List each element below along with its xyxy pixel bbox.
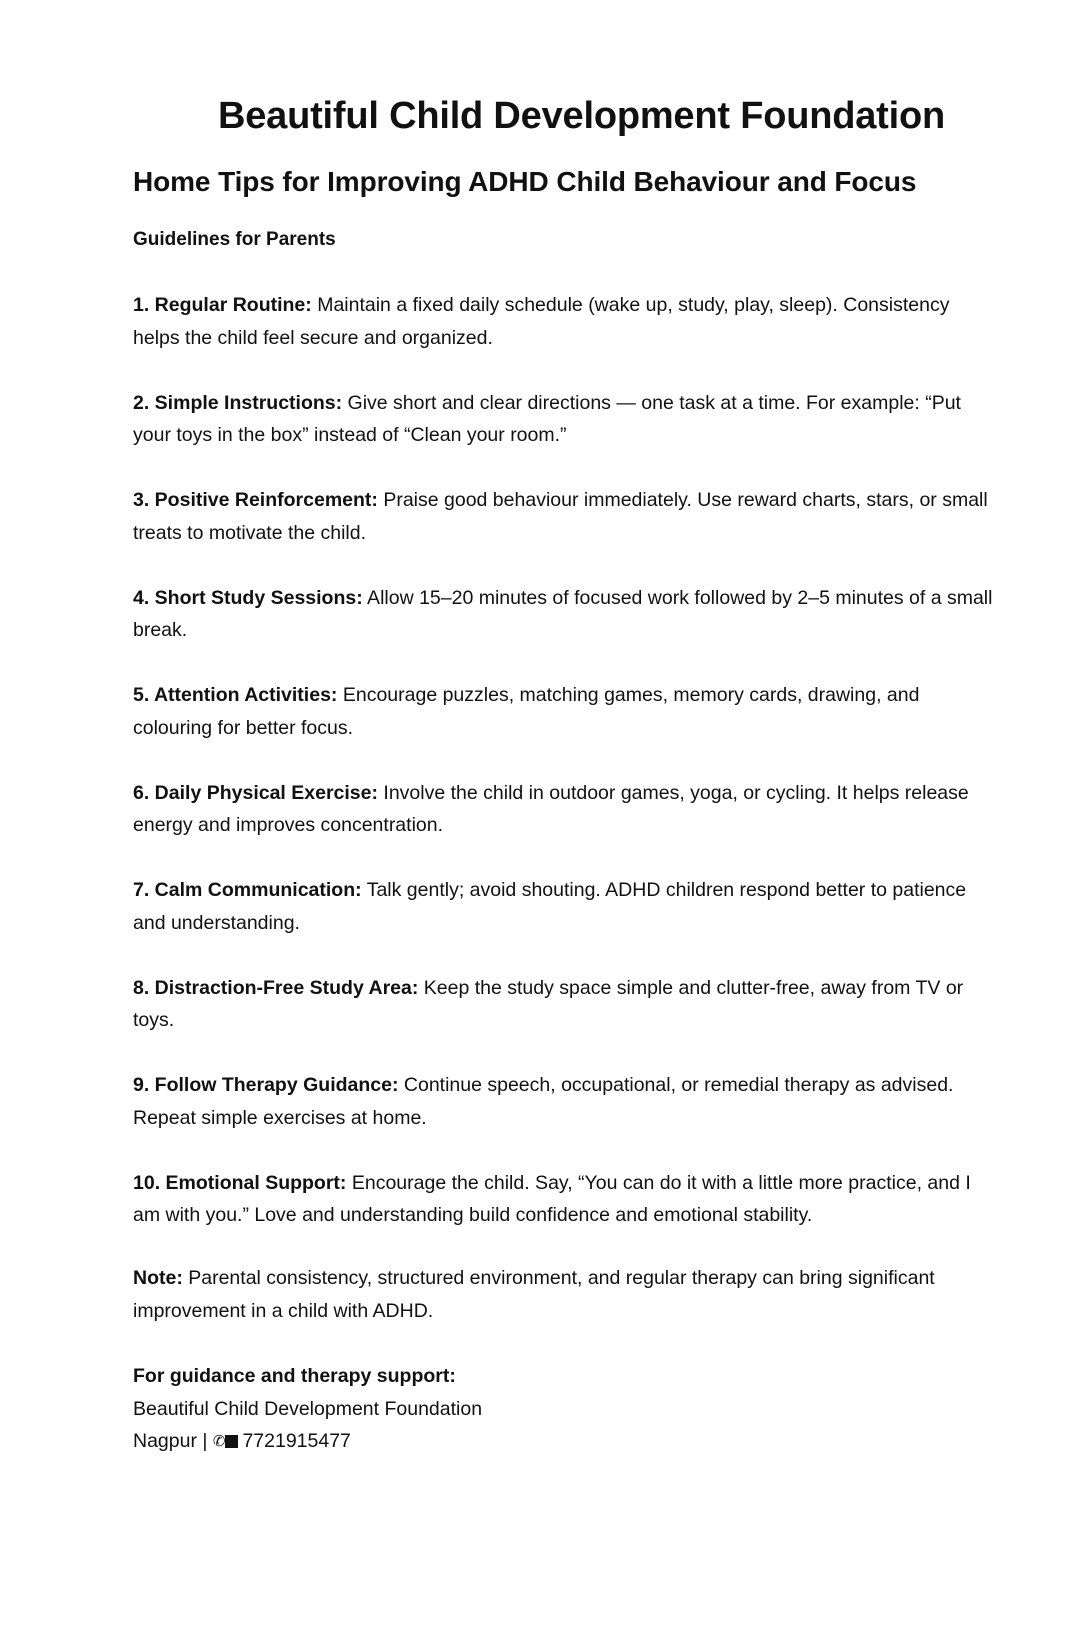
- note-paragraph: [133, 1262, 1043, 1327]
- item-text: treats to motivate the child.: [133, 521, 367, 544]
- item-text: your toys in the box” instead of “Clean your room.”: [133, 424, 567, 446]
- note-text: improvement in a child with ADHD.: [133, 1299, 434, 1322]
- item-line: [133, 1167, 1043, 1200]
- item-line: [133, 874, 1043, 907]
- section-heading: Guidelines for Parents: [133, 229, 336, 250]
- phone-icon: ✆: [212, 1433, 226, 1450]
- item-label: 7. Calm Communication:: [133, 879, 362, 901]
- item-text: Repeat simple exercises at home.: [133, 1106, 427, 1129]
- guideline-item: [133, 972, 1043, 1037]
- page-title: Beautiful Child Development Foundation: [217, 95, 946, 137]
- item-label: 6. Daily Physical Exercise:: [133, 781, 378, 804]
- item-text: energy and improves concentration.: [133, 814, 444, 836]
- item-text: toys.: [133, 1009, 175, 1031]
- item-text: am with you.” Love and understanding build confidence and emotional stability.: [133, 1204, 813, 1226]
- guidelines-list: [133, 289, 1043, 1264]
- item-text: and understanding.: [133, 911, 300, 934]
- item-label: 10. Emotional Support:: [133, 1171, 347, 1194]
- item-label: 4. Short Study Sessions:: [133, 586, 363, 609]
- item-text: Continue speech, occupational, or remedial therapy as advised.: [398, 1074, 954, 1096]
- item-line: [133, 972, 1043, 1005]
- item-label: 8. Distraction-Free Study Area:: [133, 976, 419, 999]
- item-text: Talk gently; avoid shouting. ADHD children respond better to patience: [361, 879, 967, 901]
- item-line: [133, 289, 1043, 322]
- item-line: [133, 484, 1043, 517]
- guideline-item: [133, 679, 1043, 744]
- guideline-item: [133, 484, 1043, 549]
- item-text: Involve the child in outdoor games, yoga, or cycling. It helps release: [378, 781, 969, 804]
- item-text: Give short and clear directions — one task at a time. For example: “Put: [342, 391, 961, 414]
- item-text: break.: [133, 619, 188, 641]
- contact-line: [133, 1425, 482, 1459]
- guideline-item: [133, 582, 1043, 647]
- item-label: 3. Positive Reinforcement:: [133, 489, 378, 511]
- item-line: [133, 1069, 1043, 1102]
- item-text: Praise good behaviour immediately. Use reward charts, stars, or small: [377, 489, 988, 511]
- item-text: Maintain a fixed daily schedule (wake up, study, play, sleep). Consistency: [311, 294, 950, 316]
- contact-org: Beautiful Child Development Foundation: [133, 1397, 483, 1420]
- note-text: Parental consistency, structured environment, and regular therapy can bring significant: [182, 1267, 935, 1289]
- note-line: [133, 1262, 1043, 1295]
- contact-phone[interactable]: 7721915477: [242, 1430, 351, 1452]
- item-line: [133, 387, 1043, 420]
- guideline-item: [133, 387, 1043, 452]
- guideline-item: [133, 1069, 1043, 1134]
- item-line: [133, 679, 1043, 712]
- item-text: helps the child feel secure and organized.: [133, 326, 493, 349]
- guideline-item: [133, 777, 1043, 842]
- contact-city: Nagpur |: [133, 1430, 208, 1452]
- item-text: colouring for better focus.: [133, 716, 354, 739]
- item-label: 1. Regular Routine:: [133, 294, 312, 316]
- contact-heading-text: For guidance and therapy support:: [133, 1365, 456, 1387]
- item-line: [133, 582, 1043, 615]
- contact-block: [133, 1360, 482, 1459]
- contact-heading: [133, 1360, 482, 1393]
- square-icon: [225, 1435, 238, 1448]
- guideline-item: [133, 874, 1043, 939]
- item-text: Encourage the child. Say, “You can do it with a little more practice, and I: [346, 1171, 971, 1194]
- document-subtitle: Home Tips for Improving ADHD Child Behaviour and Focus: [133, 166, 917, 197]
- item-text: Encourage puzzles, matching games, memory cards, drawing, and: [337, 684, 920, 706]
- item-label: 5. Attention Activities:: [133, 684, 338, 706]
- item-text: Keep the study space simple and clutter-free, away from TV or: [418, 976, 964, 999]
- guideline-item: [133, 289, 1043, 354]
- item-label: 9. Follow Therapy Guidance:: [133, 1074, 399, 1096]
- item-label: 2. Simple Instructions:: [133, 391, 343, 414]
- item-text: Allow 15–20 minutes of focused work followed by 2–5 minutes of a small: [362, 586, 993, 609]
- guideline-item: [133, 1167, 1043, 1232]
- item-line: [133, 777, 1043, 810]
- note-label: Note:: [133, 1267, 183, 1289]
